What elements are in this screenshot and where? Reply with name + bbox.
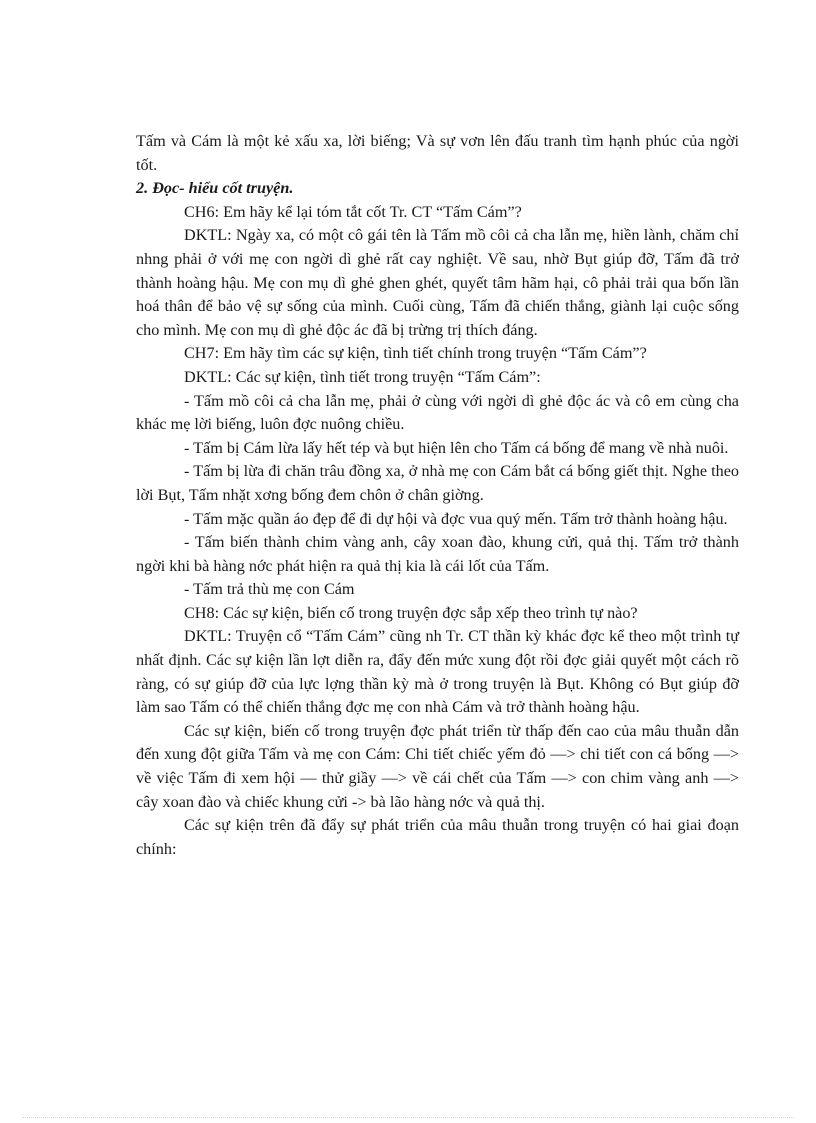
answer-ch7-intro: DKTL: Các sự kiện, tình tiết trong truyện “Tấm Cám”: [184,367,541,386]
answer-ch8: DKTL: Truyện cổ “Tấm Cám” cũng nh Tr. CT thần kỳ khác đợc kể theo một trình tự nhất định. Các sự kiện lần lợt diễn ra, đẩy đến mức xung đột rồi đợc giải quyết một cách rõ ràng, có sự giúp đỡ của lực lợng thần kỳ mà ở trong truyện là Bụt. Không có Bụt giúp đỡ làm sao Tấm có thể chiến thắng đợc mẹ con nhà Cám và trở thành hoàng hậu. [136,627,739,717]
answer-ch7-item: - Tấm trả thù mẹ con Cám [184,580,355,599]
answer-ch7-item: - Tấm mặc quần áo đẹp để đi dự hội và đợc vua quý mến. Tấm trở thành hoàng hậu. [184,509,728,528]
answer-ch7-item: - Tấm mồ côi cả cha lẫn mẹ, phải ở cùng với ngời dì ghẻ độc ác và cô em cùng cha khác mẹ lời biếng, luôn đợc nuông chiều. [136,391,739,434]
paragraph-two-stages: Các sự kiện trên đã đẩy sự phát triển của mâu thuẫn trong truyện có hai giai đoạn chính: [136,816,739,858]
question-ch6: CH6: Em hãy kể lại tóm tắt cốt Tr. CT “Tấm Cám”? [184,202,522,221]
paragraph-events-sequence: Các sự kiện, biến cố trong truyện đợc phát triển từ thấp đến cao của mâu thuẫn dẫn đến xung đột giữa Tấm và mẹ con Cám: Chi tiết chiếc yếm đỏ —> chi tiết con cá bống —> về việc Tấm đi xem hội — thử giầy —> về cái chết của Tấm —> con chim vàng anh —> cây xoan đào và chiếc khung cửi -> bà lão hàng nớc và quả thị. [136,721,739,811]
answer-ch7-item: - Tấm biến thành chim vàng anh, cây xoan đào, khung cửi, quả thị. Tấm trở thành ngời khi bà hàng nớc phát hiện ra quả thị kia là cái lốt của Tấm. [136,533,739,575]
answer-ch7-item: - Tấm bị Cám lừa lấy hết tép và bụt hiện lên cho Tấm cá bống để mang về nhà nuôi. [184,438,729,457]
question-ch7: CH7: Em hãy tìm các sự kiện, tình tiết chính trong truyện “Tấm Cám”? [184,344,647,363]
question-ch8: CH8: Các sự kiện, biến cố trong truyện đợc sắp xếp theo trình tự nào? [184,603,638,622]
answer-ch6: DKTL: Ngày xa, có một cô gái tên là Tấm mồ côi cả cha lẫn mẹ, hiền lành, chăm chỉ nhng phải ở với mẹ con ngời dì ghẻ rất cay nghiệt. Về sau, nhờ Bụt giúp đỡ, Tấm đã trở thành hoàng hậu. Mẹ con mụ dì ghẻ ghen ghét, quyết tâm hãm hại, cô phải trải qua bốn lần hoá thân để bảo vệ sự sống của mình. Cuối cùng, Tấm đã chiến thắng, giành lại cuộc sống cho mình. Mẹ con mụ dì ghẻ độc ác đã bị trừng trị thích đáng. [136,226,739,339]
paragraph-intro-continuation: Tấm và Cám là một kẻ xấu xa, lời biếng; Và sự vơn lên đấu tranh tìm hạnh phúc của ngời tốt. [136,132,739,174]
section-heading: 2. Đọc- hiểu cốt truyện. [136,179,294,198]
document-page [136,130,739,861]
page-bottom-divider [22,1117,794,1118]
answer-ch7-item: - Tấm bị lừa đi chăn trâu đồng xa, ở nhà mẹ con Cám bắt cá bống giết thịt. Nghe theo lời Bụt, Tấm nhặt xơng bống đem chôn ở chân giờng. [136,462,739,504]
